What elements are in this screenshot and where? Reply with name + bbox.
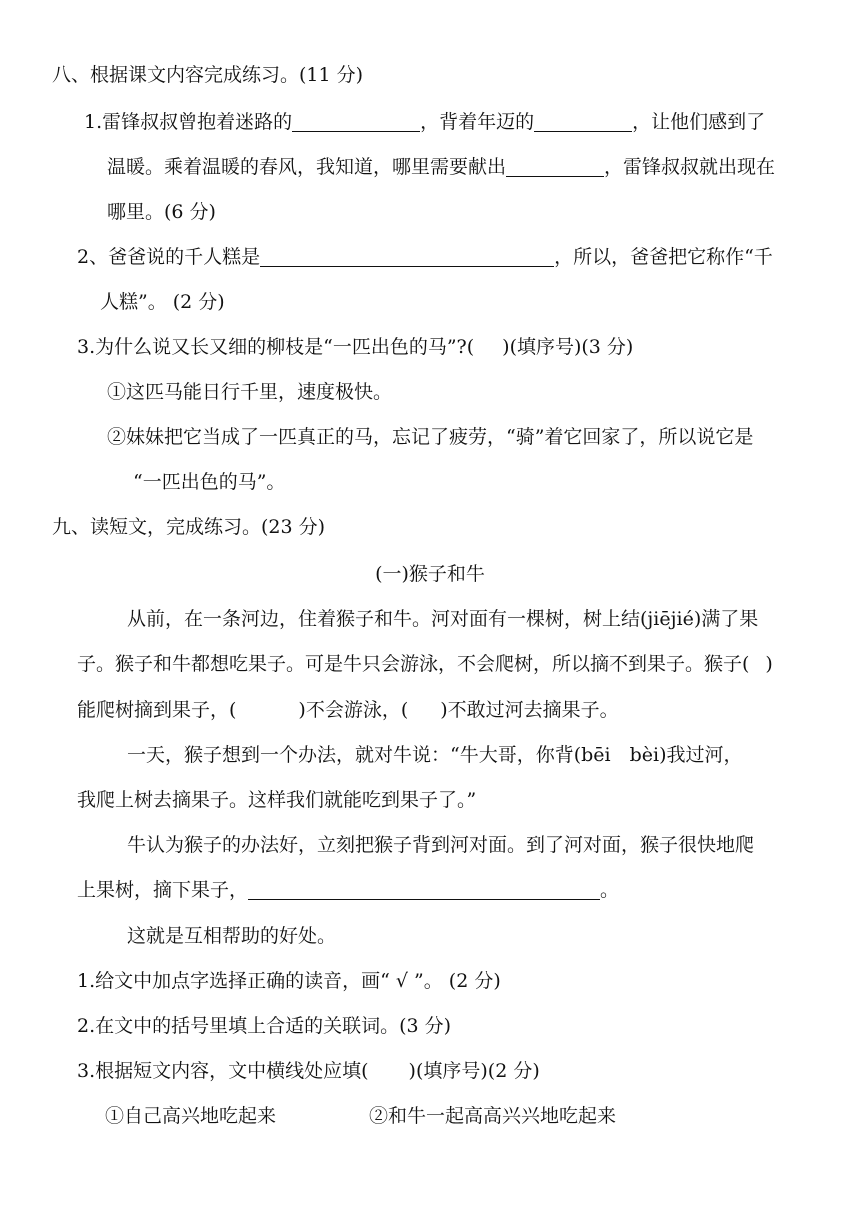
s9-q2: 2.在文中的括号里填上合适的关联词。(3 分) <box>77 1015 452 1037</box>
s8-q1-line2: 温暖。乘着温暖的春风，我知道，哪里需要献出 ，雷锋叔叔就出现在 <box>107 156 776 178</box>
section-8-heading: 八、根据课文内容完成练习。(11 分) <box>52 64 364 86</box>
s8-q3-option-2: ②妹妹把它当成了一匹真正的马，忘记了疲劳，“骑”着它回家了，所以说它是 <box>107 426 754 448</box>
s9-q3-option-1: ①自己高兴地吃起来 <box>105 1105 277 1127</box>
story-p1-line3: 能爬树摘到果子，( )不会游泳，( )不敢过河去摘果子。 <box>77 699 619 721</box>
s8-q1-line3: 哪里。(6 分) <box>107 201 216 223</box>
s9-q3-option-2: ②和牛一起高高兴兴地吃起来 <box>369 1105 617 1127</box>
story-p3-line1: 牛认为猴子的办法好，立刻把猴子背到河对面。到了河对面，猴子很快地爬 <box>127 834 755 856</box>
story-p1-line2: 子。猴子和牛都想吃果子。可是牛只会游泳，不会爬树，所以摘不到果子。猴子( ) <box>77 653 773 675</box>
s8-q1-line1: 1.雷锋叔叔曾抱着迷路的 ，背着年迈的 ，让他们感到了 <box>84 111 766 133</box>
answer-blank[interactable] <box>292 111 420 132</box>
answer-blank[interactable] <box>506 156 604 177</box>
s9-q1: 1.给文中加点字选择正确的读音，画“ √ ”。 (2 分) <box>77 970 501 992</box>
s9-q3-question: 3.根据短文内容，文中横线处应填( )(填序号)(2 分) <box>77 1060 540 1082</box>
answer-blank[interactable] <box>260 246 554 267</box>
answer-blank[interactable] <box>248 879 600 900</box>
story-title: (一)猴子和牛 <box>375 563 485 585</box>
s8-q3-option-1: ①这匹马能日行千里，速度极快。 <box>107 381 393 403</box>
section-9-heading: 九、读短文，完成练习。(23 分) <box>52 516 326 538</box>
story-p1-line1: 从前，在一条河边，住着猴子和牛。河对面有一棵树，树上结(jiējié)满了果 <box>127 608 759 630</box>
s8-q3-option-2-cont: “一匹出色的马”。 <box>133 471 286 493</box>
story-p3-line2: 上果树，摘下果子， 。 <box>77 879 620 901</box>
s8-q2-line1: 2、爸爸说的千人糕是 ，所以，爸爸把它称作“千 <box>77 246 773 268</box>
story-p2-line1: 一天，猴子想到一个办法，就对牛说：“牛大哥，你背(bēi bèi)我过河， <box>127 744 743 766</box>
story-p4: 这就是互相帮助的好处。 <box>127 925 337 947</box>
story-p2-line2: 我爬上树去摘果子。这样我们就能吃到果子了。” <box>77 789 477 811</box>
answer-blank[interactable] <box>534 111 632 132</box>
s8-q3-question: 3.为什么说又长又细的柳枝是“一匹出色的马”?( )(填序号)(3 分) <box>77 336 634 358</box>
s8-q2-line2: 人糕”。 (2 分) <box>100 291 225 313</box>
